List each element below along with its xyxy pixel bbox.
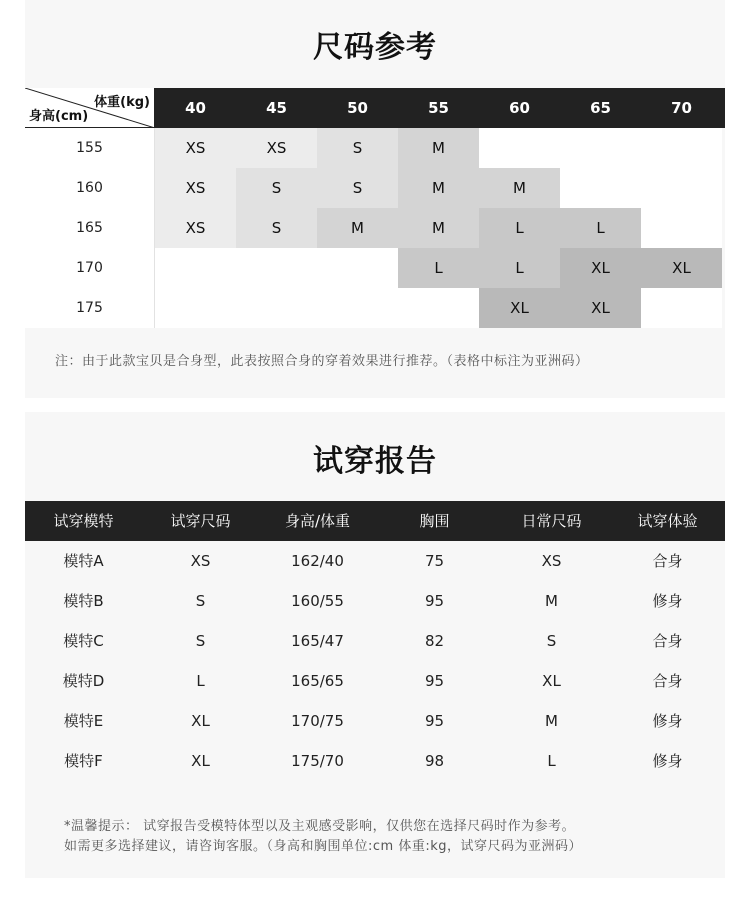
report-cell: 修身 [652, 752, 683, 770]
report-cell: S [195, 632, 206, 650]
size-chart-row [25, 208, 725, 248]
height-row-header: 160 [25, 168, 155, 208]
tip-line-1: *温馨提示： 试穿报告受模特体型以及主观感受影响，仅供您在选择尺码时作为参考。 [64, 819, 576, 834]
size-cell: M [398, 128, 479, 168]
size-cell: M [398, 208, 479, 248]
report-cell: 175/70 [291, 752, 344, 770]
size-cell [317, 248, 398, 288]
report-cell: 模特D [62, 672, 105, 690]
weight-column-header: 65 [590, 99, 611, 117]
report-cell: 合身 [652, 632, 683, 650]
height-row-header: 175 [25, 288, 155, 328]
size-chart-row [25, 168, 725, 208]
report-row [25, 581, 725, 621]
size-cell: XS [155, 128, 236, 168]
size-chart-body [25, 128, 725, 328]
size-cell [641, 168, 722, 208]
size-cell [560, 128, 641, 168]
report-cell: 95 [424, 712, 445, 730]
size-cell [236, 248, 317, 288]
size-cell: XS [155, 208, 236, 248]
weight-column-header: 55 [428, 99, 449, 117]
report-cell: 修身 [652, 592, 683, 610]
report-cell: XL [191, 752, 210, 770]
report-cell: M [545, 592, 558, 610]
size-cell: L [398, 248, 479, 288]
report-header [25, 501, 725, 541]
size-cell: XL [641, 248, 722, 288]
report-cell: L [196, 672, 205, 690]
size-cell [155, 288, 236, 328]
report-cell: 模特C [63, 632, 104, 650]
report-cell: XS [190, 552, 211, 570]
report-cell: 模特A [63, 552, 104, 570]
height-row-header: 155 [25, 128, 155, 168]
size-cell: XL [560, 248, 641, 288]
size-chart-row [25, 248, 725, 288]
report-column-header: 试穿体验 [637, 512, 698, 530]
report-title: 试穿报告 [313, 444, 437, 479]
report-cell: 98 [424, 752, 445, 770]
weight-column-header: 70 [671, 99, 692, 117]
size-cell [236, 288, 317, 328]
size-chart-corner [25, 88, 155, 128]
report-row [25, 701, 725, 741]
height-axis-label: 身高(cm) [29, 109, 89, 124]
size-cell: XS [236, 128, 317, 168]
report-cell: M [545, 712, 558, 730]
size-cell: L [479, 248, 560, 288]
report-cell: L [547, 752, 556, 770]
size-cell [641, 128, 722, 168]
report-cell: 165/65 [291, 672, 344, 690]
size-cell [479, 128, 560, 168]
weight-column-header: 50 [347, 99, 368, 117]
report-column-header: 身高/体重 [284, 512, 351, 530]
size-cell: XL [560, 288, 641, 328]
size-cell [398, 288, 479, 328]
weight-column-header: 45 [266, 99, 287, 117]
size-cell: S [236, 208, 317, 248]
report-cell: XL [191, 712, 210, 730]
try-on-report-table [25, 501, 725, 781]
size-cell: L [560, 208, 641, 248]
height-row-header: 165 [25, 208, 155, 248]
size-chart-header [25, 88, 725, 128]
report-cell: XS [541, 552, 562, 570]
size-cell [155, 248, 236, 288]
report-cell: 模特F [64, 752, 103, 770]
size-cell: L [479, 208, 560, 248]
size-chart-table [25, 88, 725, 328]
report-row [25, 661, 725, 701]
report-cell: 160/55 [291, 592, 344, 610]
report-column-header: 日常尺码 [521, 512, 582, 530]
report-body [25, 541, 725, 781]
report-cell: 合身 [652, 552, 683, 570]
size-chart-row [25, 288, 725, 328]
size-cell: S [317, 168, 398, 208]
report-cell: 165/47 [291, 632, 344, 650]
weight-column-header: 60 [509, 99, 530, 117]
report-cell: 82 [424, 632, 445, 650]
height-row-header: 170 [25, 248, 155, 288]
report-cell: 162/40 [291, 552, 344, 570]
tip-line-2: 如需更多选择建议，请咨询客服。（身高和胸围单位:cm 体重:kg，试穿尺码为亚洲码） [64, 839, 582, 854]
size-chart-title: 尺码参考 [313, 30, 437, 65]
size-cell: XS [155, 168, 236, 208]
report-row [25, 621, 725, 661]
weight-column-header: 40 [185, 99, 206, 117]
size-cell: S [317, 128, 398, 168]
size-cell [641, 208, 722, 248]
report-cell: S [195, 592, 206, 610]
report-cell: 修身 [652, 712, 683, 730]
size-cell [641, 288, 722, 328]
size-cell: M [398, 168, 479, 208]
report-cell: XL [542, 672, 561, 690]
report-cell: 模特B [63, 592, 104, 610]
report-cell: 95 [424, 592, 445, 610]
report-row [25, 541, 725, 581]
size-cell: M [317, 208, 398, 248]
report-column-header: 胸围 [419, 512, 450, 530]
report-cell: 75 [424, 552, 445, 570]
report-column-header: 试穿模特 [53, 512, 114, 530]
report-cell: 合身 [652, 672, 683, 690]
report-cell: S [546, 632, 557, 650]
report-row [25, 741, 725, 781]
report-cell: 模特E [63, 712, 104, 730]
size-chart-note: 注：由于此款宝贝是合身型，此表按照合身的穿着效果进行推荐。（表格中标注为亚洲码） [55, 354, 589, 369]
size-chart-row [25, 128, 725, 168]
report-cell: 170/75 [291, 712, 344, 730]
report-column-header: 试穿尺码 [170, 512, 231, 530]
size-cell [560, 168, 641, 208]
size-cell: M [479, 168, 560, 208]
size-cell: S [236, 168, 317, 208]
size-cell [317, 288, 398, 328]
report-cell: 95 [424, 672, 445, 690]
weight-axis-label: 体重(kg) [94, 95, 150, 110]
size-cell: XL [479, 288, 560, 328]
